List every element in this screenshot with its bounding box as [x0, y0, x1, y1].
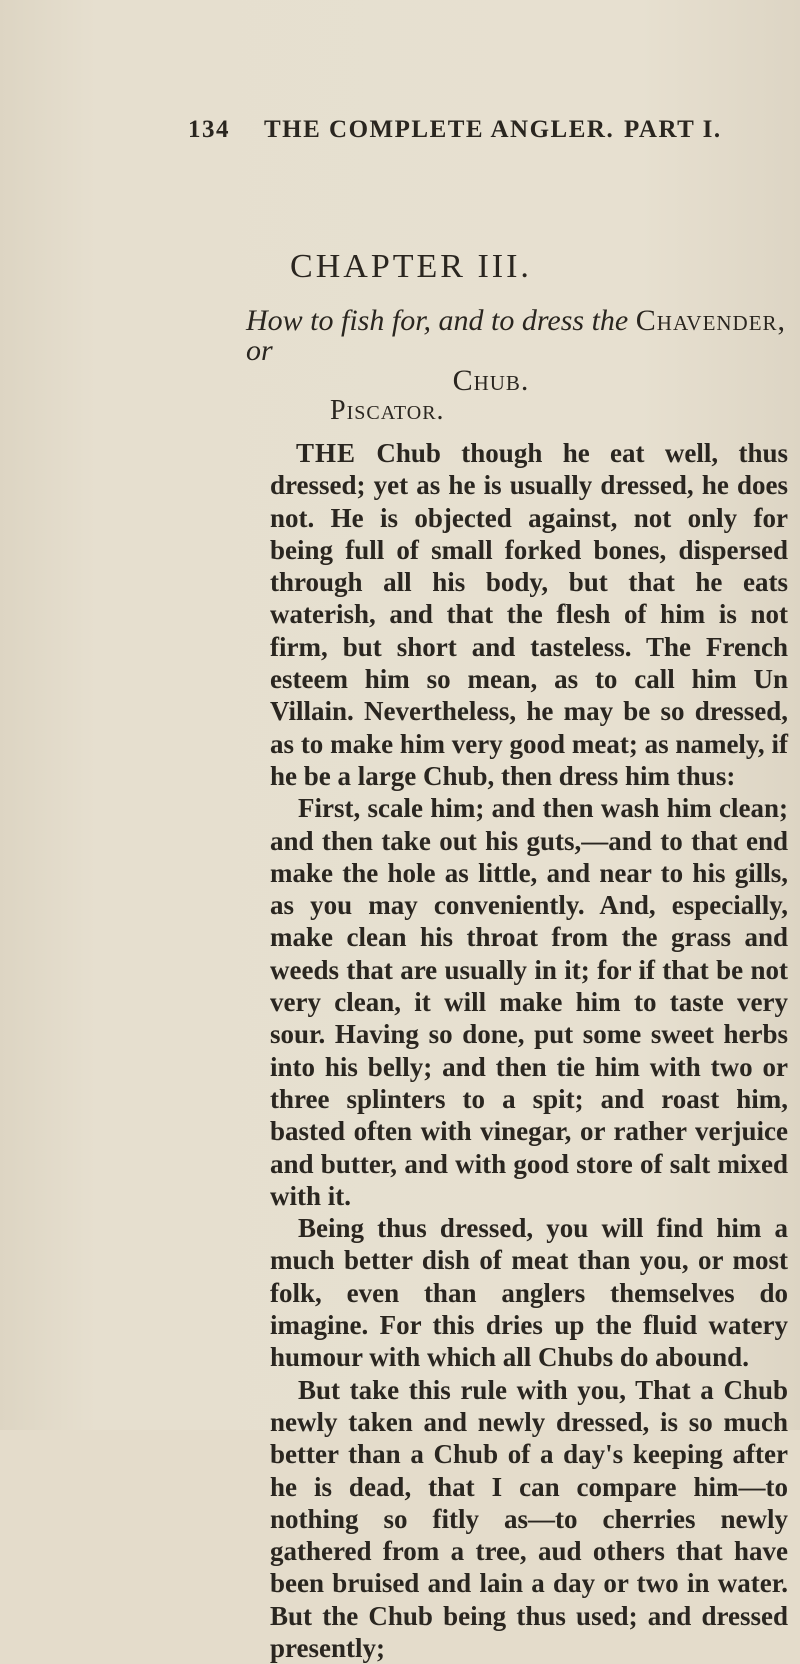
speaker-name: Piscator.	[330, 395, 445, 426]
part-label: PART I.	[624, 116, 722, 143]
chapter-subtitle	[246, 306, 796, 396]
paragraph	[270, 792, 788, 1212]
subtitle-text: How to fish for, and to dress the	[246, 304, 636, 337]
paragraph-lead: THE	[296, 438, 357, 468]
body-text	[270, 437, 788, 1664]
paragraph	[270, 1212, 788, 1373]
paragraph-text: But take this rule with you, That a Chub newly taken and newly dressed, is so much better than a Chub of a day's keeping after he is dead, that I can compare him—to nothing so fitly as—to cherries newly gathered from a tree, aud others that have been bruised and lain a day or two in water. But the Chub being thus used; and dressed presently;	[270, 1374, 788, 1663]
running-title: THE COMPLETE ANGLER.	[264, 116, 615, 143]
running-header	[188, 116, 778, 156]
paragraph	[270, 437, 788, 792]
paragraph-text: Chub though he eat well, thus dressed; yet as he is usually dressed, he does not. He is objected against, not only for being full of small forked bones, dispersed through all his body, but that he eats waterish, and that the flesh of him is not firm, but short and tasteless. The French esteem him so mean, as to call him Un Villain. Nevertheless, he may be so dressed, as to make him very good meat; as namely, if he be a large Chub, then dress him thus:	[270, 438, 788, 791]
page-number: 134	[188, 116, 230, 143]
subtitle-or: or	[246, 334, 273, 367]
paragraph-text: First, scale him; and then wash him clean; and then take out his guts,—and to that end make the hole as little, and near to his gills, as you may conveniently. And, especially, make clean his throat from the grass and weeds that are usually in it; for if that be not very clean, it will make him to taste very sour. Having so done, put some sweet herbs into his belly; and then tie him with two or three splinters to a spit; and roast him, basted often with vinegar, or rather verjuice and butter, and with good store of salt mixed with it.	[270, 793, 788, 1211]
chapter-heading: CHAPTER III.	[290, 248, 532, 285]
subtitle-fish-name-2: Chub.	[452, 364, 530, 397]
paragraph	[270, 1374, 788, 1664]
subtitle-fish-name: Chavender,	[635, 304, 787, 337]
paragraph-text: Being thus dressed, you will find him a much better dish of meat than you, or most folk, even than anglers themselves do imagine. For this dries up the fluid watery humour with which all Chubs do abound.	[270, 1213, 788, 1373]
